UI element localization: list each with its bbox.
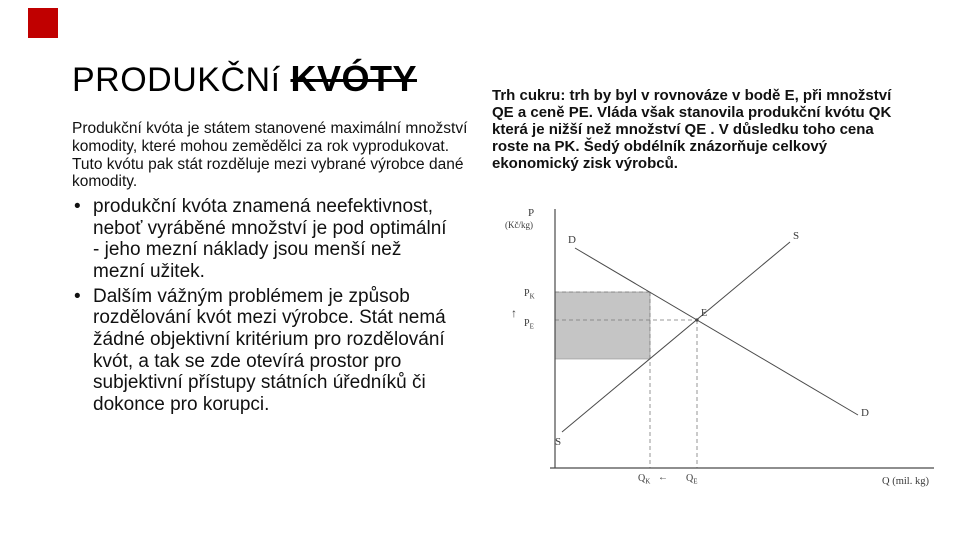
intro-paragraph: Produkční kvóta je státem stanovené maximální množství komodity, které mohou zemědělci za rok vyprodukovat. Tuto kvótu pak stát rozděluje mezi vybrané výrobce dané komodity.	[72, 120, 468, 191]
supply-label-top: S	[793, 230, 800, 242]
price-equilibrium-label	[524, 318, 534, 331]
quantity-quota-sub: K	[645, 477, 651, 486]
market-description: Trh cukru: trh by byl v rovnováze v bodě E, při množství QE a ceně PE. Vláda však stanovila produkční kvótu QK která je nižší než množství QE . V důsledku toho cena roste na PK. Šedý obdélník znázorňuje celkový ekonomický zisk výrobců.	[492, 87, 892, 172]
quantity-shift-arrow: ←	[658, 472, 668, 483]
price-equilibrium-base: P	[524, 318, 530, 329]
title-bold-text: KVÓTY	[290, 58, 417, 99]
supply-label-bottom: S	[555, 436, 562, 448]
price-quota-base: P	[524, 288, 530, 299]
price-quota-label	[524, 288, 535, 301]
quantity-quota-base: Q	[638, 473, 646, 484]
quantity-equilibrium-base: Q	[686, 473, 694, 484]
list-item: • Dalším vážným problémem je způsob rozdělování kvót mezi výrobce. Stát nemá žádné objektivní kritérium pro rozdělování kvót, a tak se zde otevírá prostor pro subjektivní přístupy státních úředníků či dokonce pro korupci.	[72, 286, 457, 416]
list-item: • produkční kvóta znamená neefektivnost, neboť vyráběné množství je pod optimální - jeho mezní náklady jsou menší než mezní užitek.	[72, 196, 457, 283]
equilibrium-label: E	[701, 308, 708, 319]
price-quota-sub: K	[529, 292, 535, 301]
demand-label-bottom: D	[861, 407, 869, 419]
equilibrium-point	[695, 318, 698, 321]
accent-square	[28, 8, 58, 38]
demand-label-top: D	[568, 234, 576, 246]
price-rise-arrow: ↑	[511, 306, 517, 320]
supply-demand-diagram	[500, 195, 940, 495]
quantity-quota-label	[638, 473, 650, 486]
profit-rectangle	[555, 292, 650, 359]
quantity-equilibrium-sub: E	[693, 477, 698, 486]
quantity-equilibrium-label	[686, 473, 698, 486]
bullet-list	[72, 196, 457, 419]
price-equilibrium-sub: E	[529, 322, 534, 331]
title-normal-text: PRODUKČNí	[72, 61, 291, 99]
p-axis-unit: (Kč/kg)	[505, 220, 533, 230]
q-axis-label: Q (mil. kg)	[882, 476, 929, 487]
page-title	[72, 58, 417, 100]
p-axis-label: P	[528, 207, 535, 219]
